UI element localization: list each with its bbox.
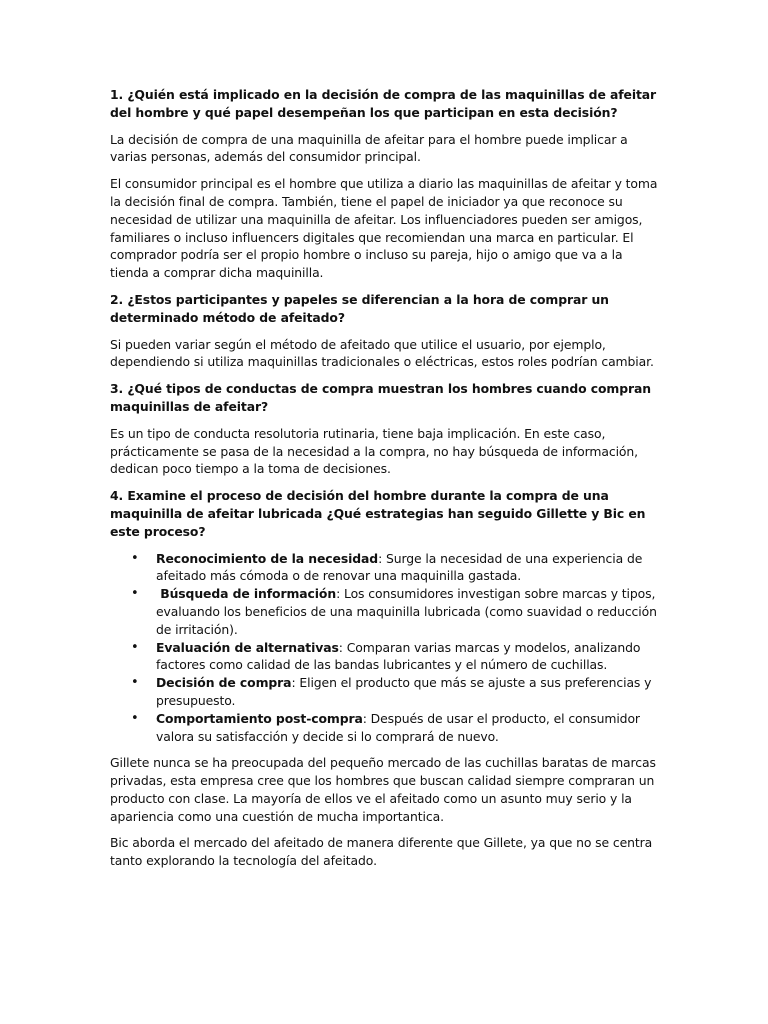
bullet-icon: • xyxy=(131,550,139,566)
list-item-text: : Los consumidores investigan sobre marcas y tipos, evaluando los beneficios de una maquinilla lubricada (como suavidad o reducción de irritación). xyxy=(156,586,657,637)
question-1-paragraph-2: El consumidor principal es el hombre que utiliza a diario las maquinillas de afeitar y toma la decisión final de compra. También, tiene el papel de iniciador ya que reconoce su necesidad de utilizar una maquinilla de afeitar. Los influenciadores pueden ser amigos, familiares o incluso influencers digitales que recomiendan una marca en particular. El comprador podría ser el propio hombre o incluso su pareja, hijo o amigo que va a la tienda a comprar dicha maquinilla. xyxy=(110,176,658,281)
document-page xyxy=(110,86,662,879)
list-item-term: Comportamiento post-compra xyxy=(156,710,363,726)
question-1-section xyxy=(110,86,662,282)
question-4-section xyxy=(110,487,662,870)
list-item-term: Decisión de compra xyxy=(156,675,292,691)
list-item-term: Búsqueda de información xyxy=(156,586,337,602)
question-2-paragraph-1: Si pueden variar según el método de afeitado que utilice el usuario, por ejemplo, dependiendo si utiliza maquinillas tradicionales o eléctricas, estos roles podrían cambiar. xyxy=(110,336,654,370)
question-4-paragraph-2: Bic aborda el mercado del afeitado de manera diferente que Gillete, ya que no se centra tanto explorando la tecnología del afeitado. xyxy=(110,835,653,869)
question-3-paragraph-1: Es un tipo de conducta resolutoria rutinaria, tiene baja implicación. En este caso, prácticamente se pasa de la necesidad a la compra, no hay búsqueda de información, dedican poco tiempo a la toma de decisiones. xyxy=(110,425,639,477)
question-4-paragraph-1: Gillete nunca se ha preocupada del pequeño mercado de las cuchillas baratas de marcas privadas, esta empresa cree que los hombres que buscan calidad siempre compraran un producto con clase. La mayoría de ellos ve el afeitado como un asunto muy serio y la apariencia como una cuestión de mucha importantica. xyxy=(110,755,656,824)
bullet-icon: • xyxy=(131,675,139,691)
question-2-section xyxy=(110,291,662,371)
bullet-icon: • xyxy=(131,586,139,602)
list-item-text: : Después de usar el producto, el consumidor valora su satisfacción y decide si lo comprará de nuevo. xyxy=(156,710,640,744)
question-1-heading: 1. ¿Quién está implicado en la decisión de compra de las maquinillas de afeitar del hombre y qué papel desempeñan los que participan en esta decisión? xyxy=(110,87,657,120)
decision-process-list xyxy=(110,550,662,746)
question-1-paragraph-1: La decisión de compra de una maquinilla de afeitar para el hombre puede implicar a varias personas, además del consumidor principal. xyxy=(110,131,628,165)
list-item-text: : Surge la necesidad de una experiencia de afeitado más cómoda o de renovar una maquinilla gastada. xyxy=(156,550,643,584)
list-item xyxy=(110,639,662,675)
list-item-text: : Comparan varias marcas y modelos, analizando factores como calidad de las bandas lubricantes y el número de cuchillas. xyxy=(156,639,641,673)
list-item-term: Reconocimiento de la necesidad xyxy=(156,550,379,566)
question-4-heading: 4. Examine el proceso de decisión del hombre durante la compra de una maquinilla de afeitar lubricada ¿Qué estrategias han seguido Gillette y Bic en este proceso? xyxy=(110,488,646,539)
list-item xyxy=(110,585,662,638)
list-item-term: Evaluación de alternativas xyxy=(156,639,339,655)
list-item xyxy=(110,710,662,746)
list-item-text: : Eligen el producto que más se ajuste a sus preferencias y presupuesto. xyxy=(156,675,652,708)
list-item xyxy=(110,550,662,586)
question-3-section xyxy=(110,380,662,478)
bullet-icon: • xyxy=(131,710,139,726)
question-3-heading: 3. ¿Qué tipos de conductas de compra muestran los hombres cuando compran maquinillas de afeitar? xyxy=(110,381,652,414)
list-item xyxy=(110,674,662,710)
question-2-heading: 2. ¿Estos participantes y papeles se diferencian a la hora de comprar un determinado método de afeitado? xyxy=(110,291,609,325)
bullet-icon: • xyxy=(131,639,139,655)
